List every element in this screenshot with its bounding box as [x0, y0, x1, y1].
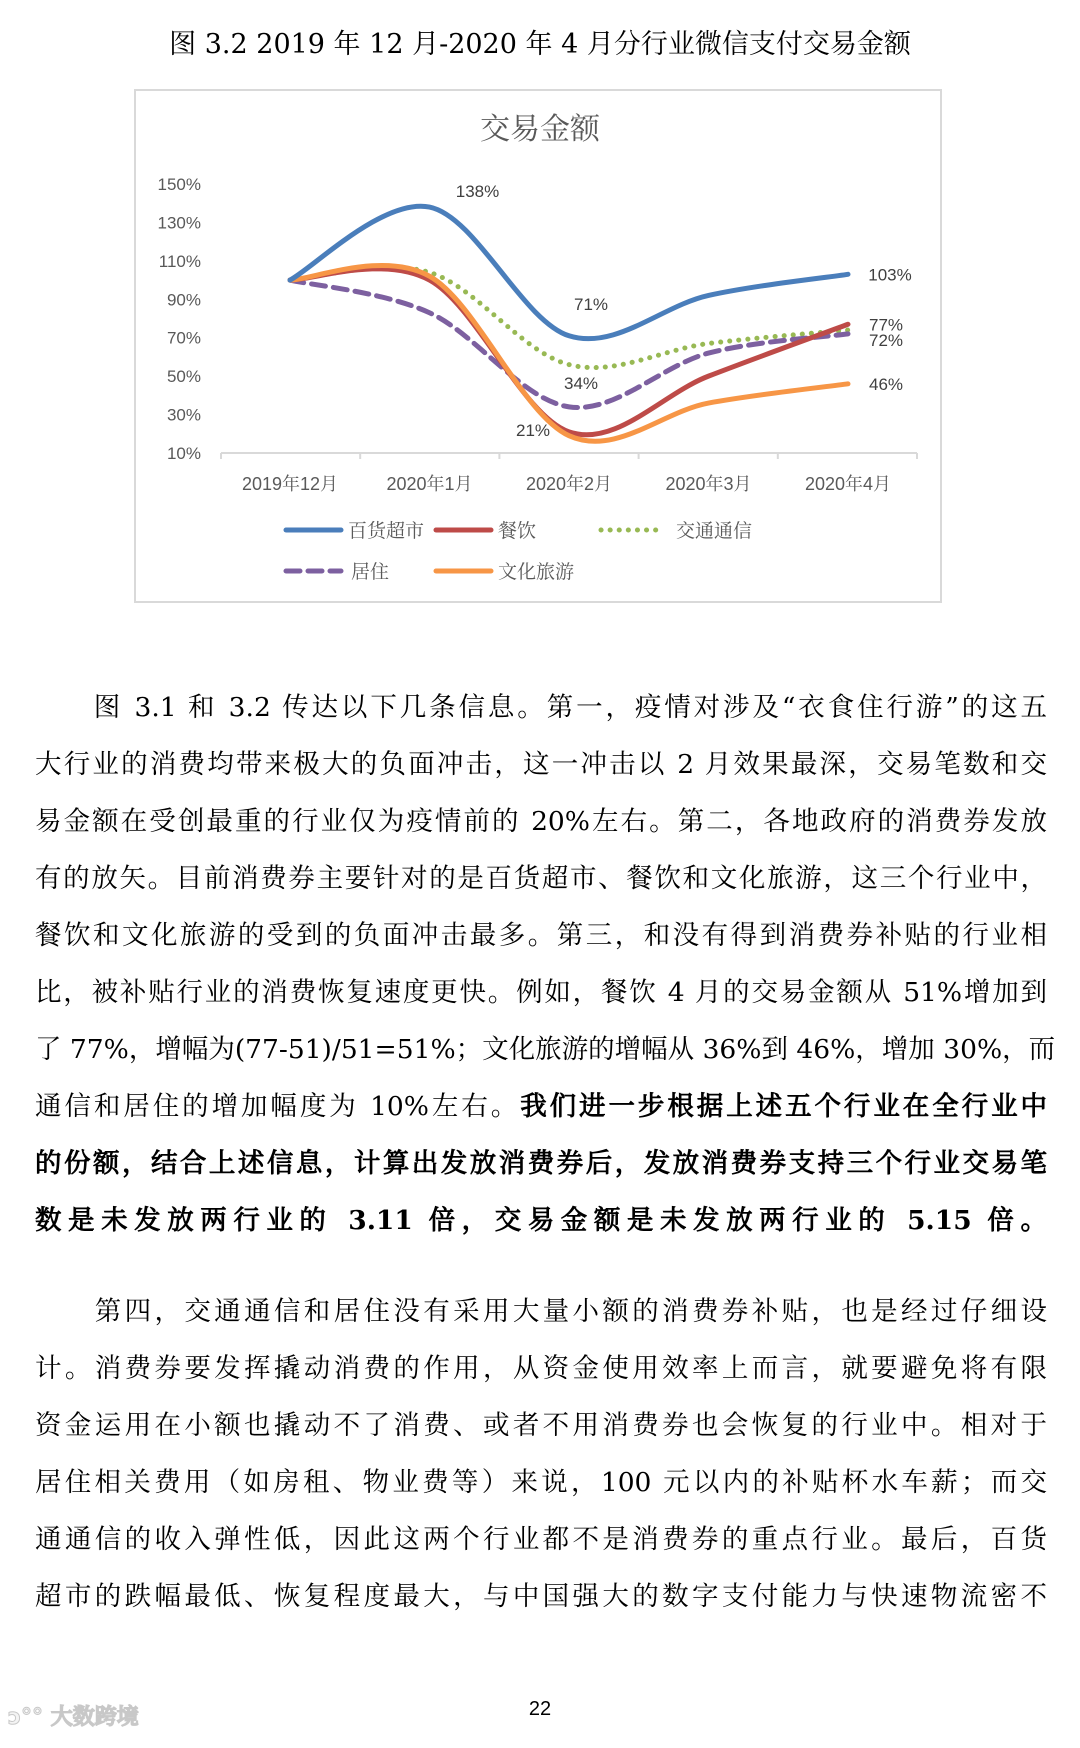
data-label: 138% [455, 182, 500, 202]
y-tick-label: 50% [166, 367, 201, 387]
figure-caption: 图 3.2 2019 年 12 月-2020 年 4 月分行业微信支付交易金额 [169, 29, 911, 60]
chart [134, 89, 942, 603]
text-segment: 通信和居住的增加幅度为 10%左右。 [35, 1091, 521, 1122]
paragraph-line [35, 859, 1047, 899]
text-segment: 计。消费券要发挥撬动消费的作用，从资金使用效率上而言，就要避免将有限 [35, 1353, 1047, 1384]
text-segment: 第四，交通通信和居住没有采用大量小额的消费券补贴，也是经过仔细设 [35, 1296, 1047, 1327]
data-label: 77% [868, 315, 904, 335]
data-label: 21% [515, 420, 551, 440]
legend-label: 百货超市 [348, 521, 425, 542]
watermark-text: 大数跨境 [50, 1705, 139, 1730]
text-segment: 我们进一步根据上述五个行业在全行业中 [520, 1091, 1048, 1122]
paragraph-line [35, 973, 1047, 1013]
paragraph-line [35, 1144, 1047, 1184]
text-segment: 通通信的收入弹性低，因此这两个行业都不是消费券的重点行业。最后，百货 [35, 1524, 1047, 1555]
paragraph-line [35, 688, 1047, 728]
y-tick-label: 90% [166, 290, 201, 310]
data-label: 72% [868, 330, 904, 350]
series-line-0 [290, 206, 848, 339]
y-tick-label: 70% [166, 328, 201, 348]
data-label: 71% [573, 294, 609, 314]
line-chart [136, 91, 944, 605]
text-segment: 了 77%，增幅为(77-51)/51=51%；文化旅游的增幅从 36%到 46%，增加 30%，而 [35, 1034, 1056, 1065]
paragraph-line [35, 1201, 1047, 1241]
paragraph-line [35, 1463, 1047, 1503]
text-segment: 资金运用在小额也撬动不了消费、或者不用消费券也会恢复的行业中。相对于 [35, 1410, 1047, 1441]
legend-label: 餐饮 [498, 521, 537, 542]
x-tick-label: 2020年2月 [525, 474, 613, 494]
y-tick-label: 150% [157, 175, 201, 194]
text-segment: 有的放矢。目前消费券主要针对的是百货超市、餐饮和文化旅游，这三个行业中， [35, 863, 1047, 894]
watermark-logo: ↄ°° 大数跨境 [8, 1705, 139, 1730]
x-tick-label: 2020年3月 [665, 474, 752, 494]
text-segment: 的份额，结合上述信息，计算出发放消费券后，发放消费券支持三个行业交易笔 [35, 1148, 1047, 1179]
y-tick-label: 110% [158, 251, 201, 271]
paragraph-line [35, 1577, 1047, 1617]
text-segment: 比，被补贴行业的消费恢复速度更快。例如，餐饮 4 月的交易金额从 51%增加到 [35, 977, 1047, 1008]
data-label: 103% [868, 265, 912, 285]
x-tick-label: 2020年4月 [804, 474, 892, 494]
legend-label: 交通通信 [676, 521, 753, 542]
y-tick-label: 130% [157, 213, 201, 233]
data-label: 34% [563, 373, 599, 393]
paragraph-line [35, 1030, 1056, 1070]
page-number: 22 [528, 1698, 552, 1720]
paragraph-line [35, 1520, 1047, 1560]
y-tick-label: 10% [166, 444, 201, 463]
x-tick-label: 2020年1月 [386, 474, 473, 494]
paragraph-line [35, 1087, 1047, 1127]
paragraph-line [35, 745, 1047, 785]
x-tick-label: 2019年12月 [241, 474, 339, 494]
y-tick-label: 30% [166, 405, 201, 425]
data-label: 46% [868, 374, 904, 394]
text-segment: 餐饮和文化旅游的受到的负面冲击最多。第三，和没有得到消费券补贴的行业相 [35, 920, 1047, 951]
text-segment: 易金额在受创最重的行业仅为疫情前的 20%左右。第二，各地政府的消费券发放 [35, 806, 1047, 837]
text-segment: 数是未发放两行业的 3.11 倍，交易金额是未发放两行业的 5.15 倍。 [35, 1205, 1047, 1236]
text-segment: 居住相关费用（如房租、物业费等）来说，100 元以内的补贴杯水车薪；而交 [35, 1467, 1047, 1498]
legend-label: 文化旅游 [498, 562, 575, 583]
paragraph-line [35, 802, 1047, 842]
text-segment: 超市的跌幅最低、恢复程度最大，与中国强大的数字支付能力与快速物流密不 [35, 1581, 1047, 1612]
paragraph-line [35, 916, 1047, 956]
text-segment: 大行业的消费均带来极大的负面冲击，这一冲击以 2 月效果最深，交易笔数和交 [35, 749, 1047, 780]
paragraph-line [35, 1292, 1047, 1332]
paragraph-line [35, 1349, 1047, 1389]
legend-label: 居住 [351, 562, 390, 583]
paragraph-line [35, 1406, 1047, 1446]
chart-title: 交易金额 [480, 113, 600, 146]
series-line-1 [290, 269, 848, 435]
text-segment: 图 3.1 和 3.2 传达以下几条信息。第一，疫情对涉及“衣食住行游”的这五 [35, 692, 1047, 723]
